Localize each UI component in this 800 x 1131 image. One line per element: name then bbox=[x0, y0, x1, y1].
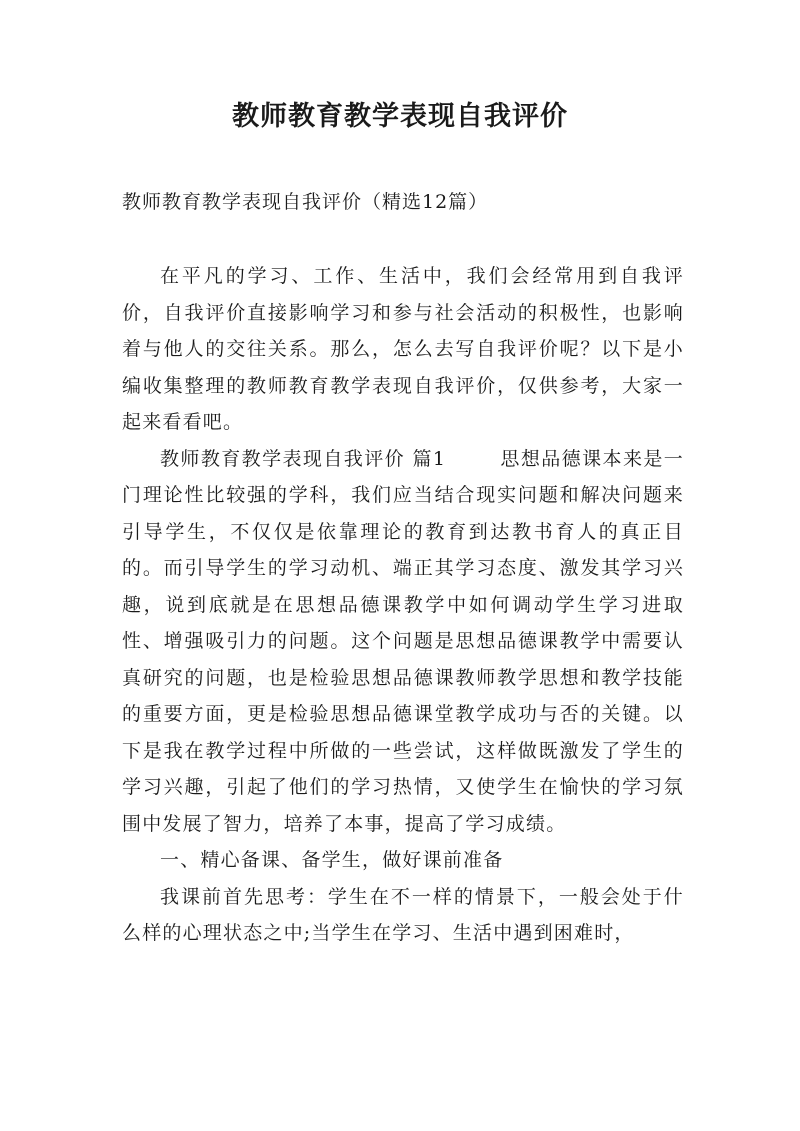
document-subtitle: 教师教育教学表现自我评价（精选12篇） bbox=[122, 191, 489, 213]
section-paragraph: 我课前首先思考：学生在不一样的情景下，一般会处于什么样的心理状态之中;当学生在学习、生活中遇到困难时， bbox=[122, 885, 684, 944]
article-body: 思想品德课本来是一门理论性比较强的学科，我们应当结合现实问题和解决问题来引导学生，不仅仅是依靠理论的教育到达教书育人的真正目的。而引导学生的学习动机、端正其学习态度、激发其学习兴趣，说到底就是在思想品德课教学中如何调动学生学习进取性、增强吸引力的问题。这个问题是思想品德课教学中需要认真研究的问题，也是检验思想品德课教师教学思想和教学技能的重要方面，更是检验思想品德课堂教学成功与否的关键。以下是我在教学过程中所做的一些尝试，这样做既激发了学生的学习兴趣，引起了他们的学习热情，又使学生在愉快的学习氛围中发展了智力，培养了本事，提高了学习成绩。 bbox=[122, 447, 684, 835]
document-title: 教师教育教学表现自我评价 bbox=[232, 101, 568, 132]
article-heading: 教师教育教学表现自我评价 篇1 bbox=[160, 447, 447, 470]
document-body bbox=[122, 258, 684, 952]
article-paragraph bbox=[122, 441, 684, 843]
section-heading: 一、精心备课、备学生，做好课前准备 bbox=[160, 849, 504, 871]
intro-paragraph: 在平凡的学习、工作、生活中，我们会经常用到自我评价，自我评价直接影响学习和参与社会活动的积极性，也影响着与他人的交往关系。那么，怎么去写自我评价呢？以下是小编收集整理的教师教育教学表现自我评价，仅供参考，大家一起来看看吧。 bbox=[122, 265, 684, 433]
